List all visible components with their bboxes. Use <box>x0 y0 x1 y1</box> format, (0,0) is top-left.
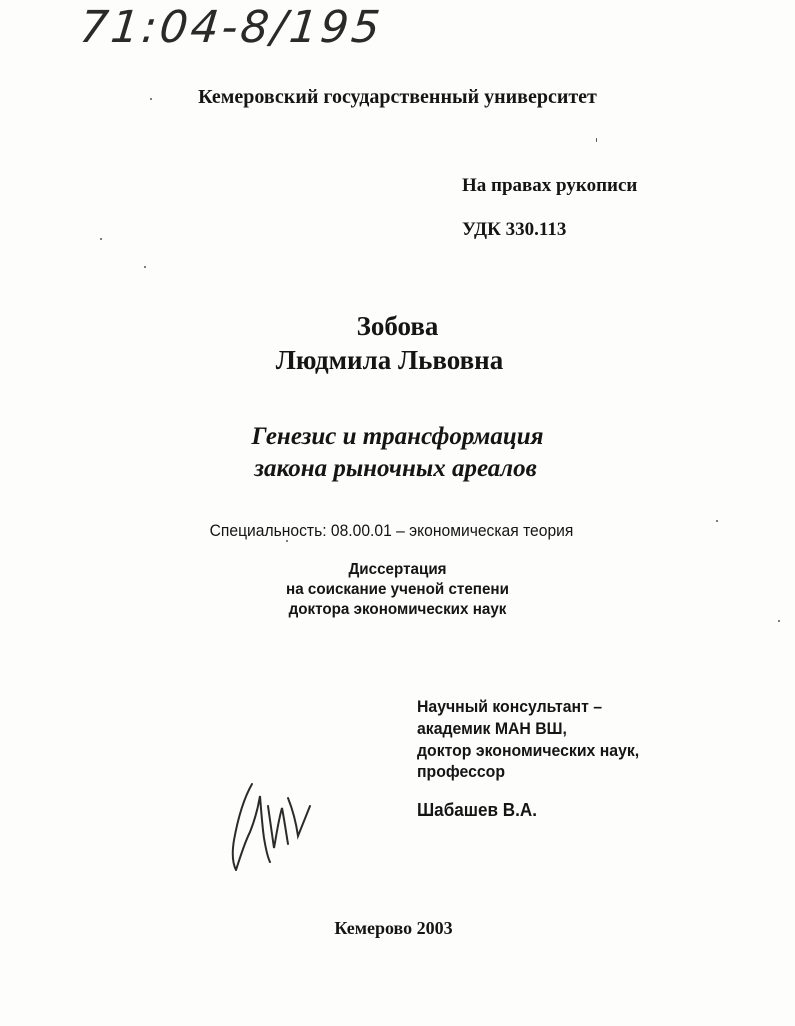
dissertation-degree: доктора экономических наук <box>288 601 507 618</box>
scan-speck <box>778 620 780 622</box>
dissertation-purpose: на соискание ученой степени <box>286 581 509 598</box>
advisor-name: Шабашев В.А. <box>417 800 537 820</box>
advisor-title-rank: профессор <box>417 762 505 781</box>
thesis-title-line-1: Генезис и трансформация <box>251 423 544 450</box>
university-name: Кемеровский государственный университет <box>198 86 597 108</box>
scan-speck <box>100 238 102 240</box>
thesis-title-line-2: закона рыночных ареалов <box>254 455 537 482</box>
city-and-year: Кемерово 2003 <box>334 918 453 938</box>
scan-speck <box>150 98 152 100</box>
archive-stamp: 71:04-8/195 <box>77 2 386 53</box>
author-surname: Зобова <box>356 311 439 341</box>
scan-speck <box>596 138 597 142</box>
specialty-line: Специальность: 08.00.01 – экономическая теория <box>209 521 574 540</box>
scan-speck <box>716 520 718 522</box>
manuscript-rights: На правах рукописи <box>462 175 638 196</box>
author-given-names: Людмила Львовна <box>275 345 504 375</box>
udk-code: УДК 330.113 <box>462 219 567 240</box>
advisor-title-academic: академик МАН ВШ, <box>417 719 567 738</box>
advisor-role: Научный консультант – <box>417 697 603 716</box>
dissertation-label: Диссертация <box>348 561 447 578</box>
handwritten-signature <box>224 778 324 878</box>
scan-speck <box>144 266 146 268</box>
advisor-title-degree: доктор экономических наук, <box>417 741 640 760</box>
scan-speck <box>286 540 288 542</box>
